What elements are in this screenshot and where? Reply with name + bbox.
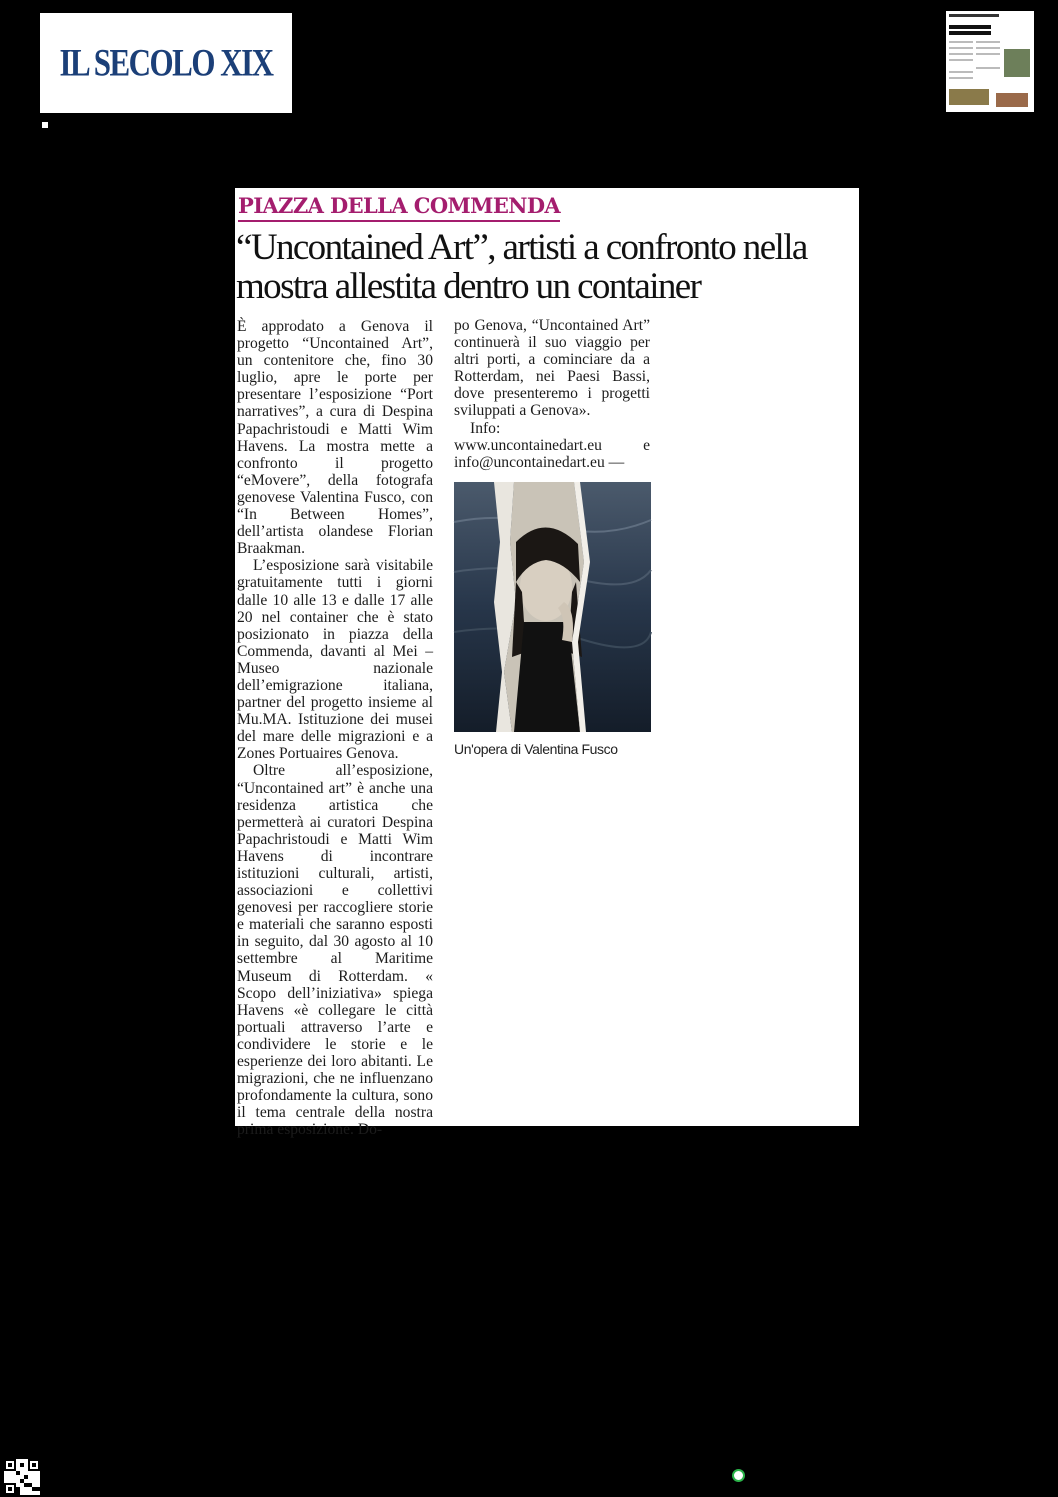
masthead-logo (40, 13, 292, 113)
article-paragraph: Info: www.uncontainedart.eu e info@uncontainedart.eu — (454, 419, 650, 471)
article-paragraph: È approdato a Genova il progetto “Uncontained Art”, un contenitore che, fino 30 luglio, apre le porte per presentare l’esposizione “Port narratives”, a cura di Despina Papachristoudi e Matti Wim Havens. La mostra mette a confronto il progetto “eMovere”, della fotografa genovese Valentina Fusco, con “In Between Homes”, dell’artista olandese Florian Braakman. (237, 318, 433, 558)
article-clipping (235, 188, 859, 1139)
article-paragraph: L’esposizione sarà visitabile gratuitamente tutti i giorni dalle 10 alle 13 e dalle 17 alle 20 nel container che è stato posizionato in piazza della Commenda, davanti al Mei – Museo nazionale dell’emigrazione italiana, partner del progetto insieme al Mu.MA. Istituzione dei musei del mare delle migrazioni e a Zones Portuaires Genova. (237, 557, 433, 763)
artwork-photo (454, 482, 651, 732)
status-indicator-icon (732, 1469, 745, 1482)
logo-text: IL SECOLO XIX (59, 40, 273, 85)
page-marker-icon (42, 122, 48, 128)
article-headline: “Uncontained Art”, artisti a confronto nella mostra allestita dentro un container (236, 227, 807, 307)
article-kicker: PIAZZA DELLA COMMENDA (238, 193, 560, 222)
page-thumbnail[interactable] (946, 11, 1034, 112)
article-column-1 (237, 318, 433, 1139)
article-paragraph: po Genova, “Uncontained Art” continuerà il suo viaggio per altri porti, a cominciare da a Rotterdam, nei Paesi Bassi, dove presenteremo i progetti sviluppati a Genova». (454, 317, 650, 420)
article-column-2 (454, 317, 650, 471)
photo-caption: Un'opera di Valentina Fusco (454, 741, 618, 757)
article-paragraph: Oltre all’esposizione, “Uncontained art” è anche una residenza artistica che permetterà ai curatori Despina Papachristoudi e Matti Wim Havens di incontrare istituzioni culturali, artisti, associazioni e collettivi genovesi per raccogliere storie e materiali che saranno esposti in seguito, dal 30 agosto al 10 settembre al Maritime Museum di Rotterdam. « Scopo dell’iniziativa» spiega Havens «è collegare le città portuali attraverso l’arte e condividere le storie e le esperienze dei loro abitanti. Le migrazioni, che ne influenzano profondamente la cultura, sono il tema centrale della nostra prima esposizione. Do- (237, 762, 433, 1139)
qr-code-icon (4, 1459, 40, 1495)
